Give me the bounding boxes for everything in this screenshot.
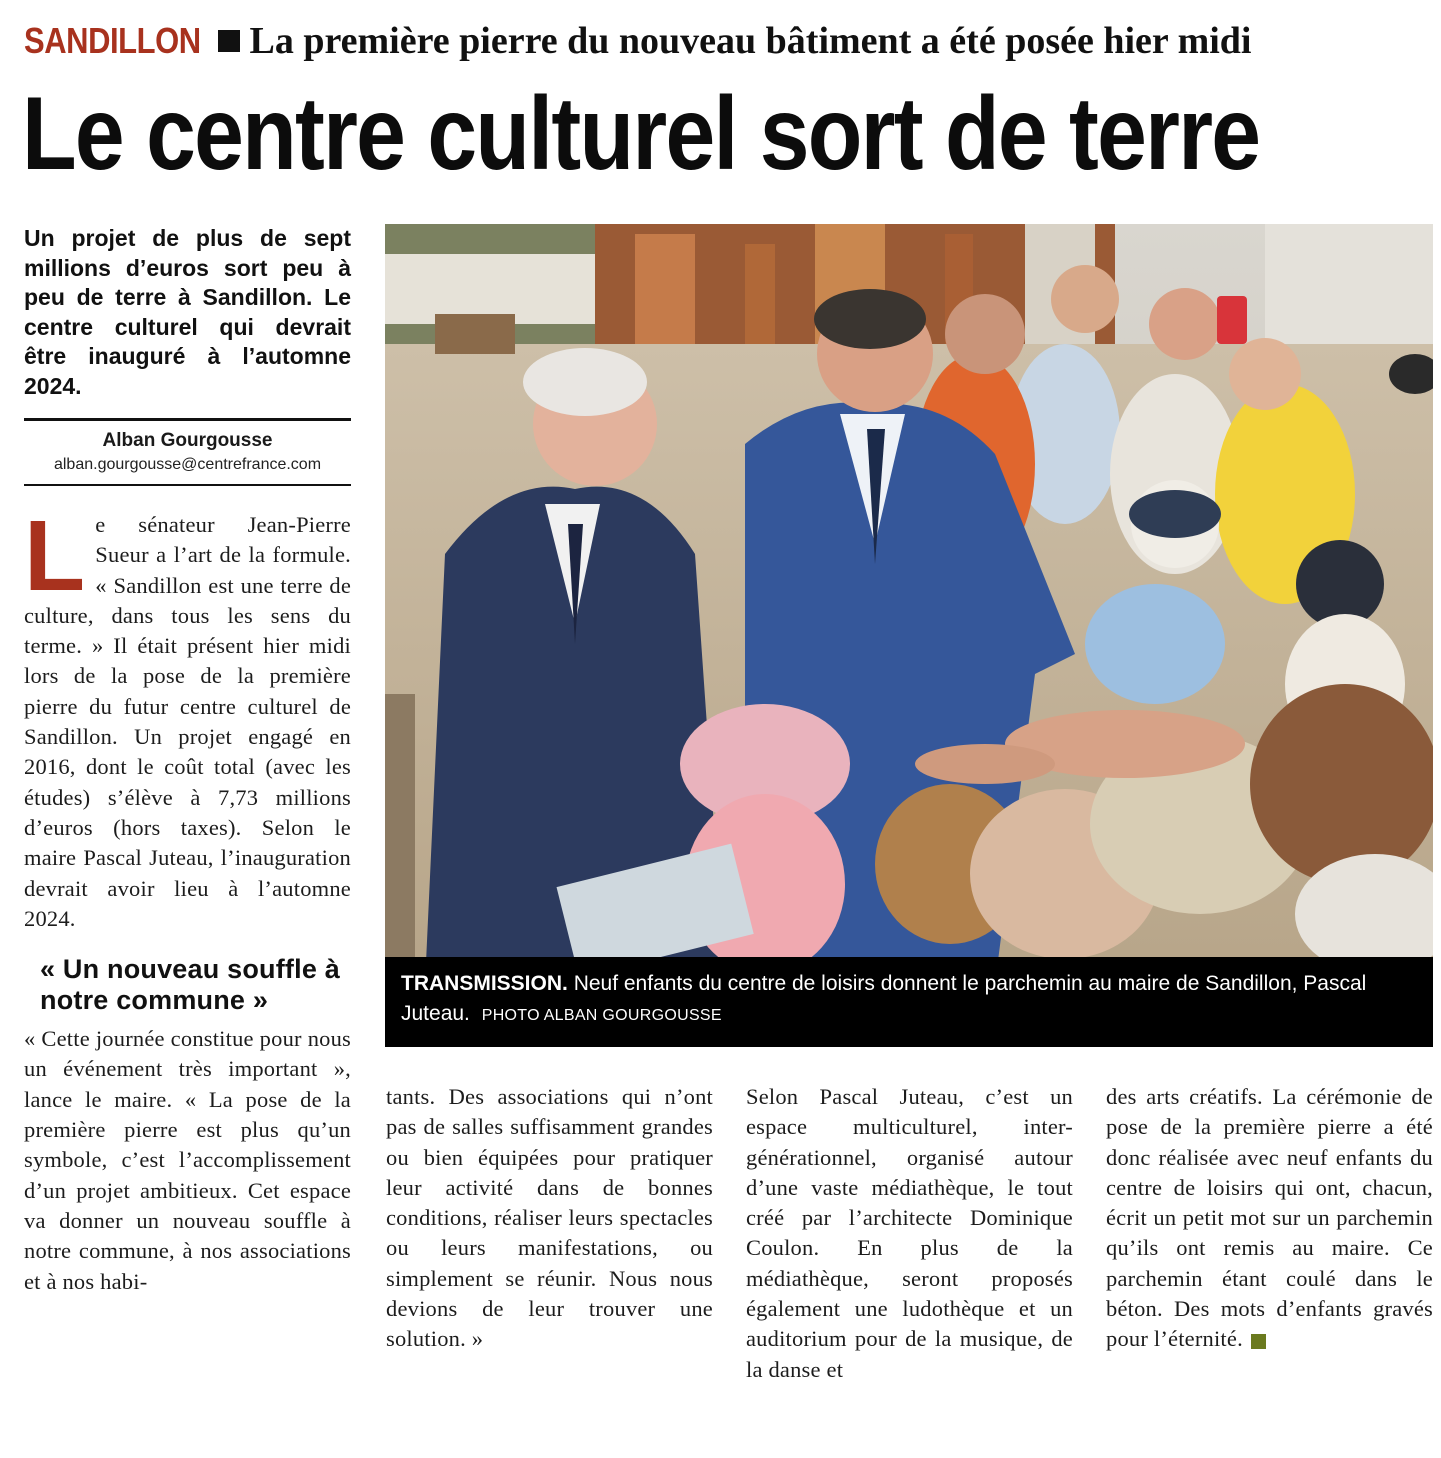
standfirst: Un projet de plus de sept millions d’euros sort peu à peu de terre à Sandillon. Le centre culturel qui devrait être inauguré à l’automne 2024. [24, 225, 351, 399]
square-bullet-icon [218, 30, 240, 52]
author-email: alban.gourgousse@centrefrance.com [53, 456, 322, 473]
kicker [24, 18, 1424, 64]
headline: Le centre culturel sort de terre [22, 76, 1260, 192]
subheading: « Un nouveau souffle à notre commune » [40, 954, 340, 1016]
body-paragraph: tants. Des associations qui n’ont pas de salles suffisamment grandes ou bien équipées pour pratiquer leur activité dans de bonnes conditions, réaliser leurs spectacles ou leurs manifestations, ou simplement se réunir. Nous nous devions de leur trouver une solution. » [386, 1084, 713, 1352]
author-name: Alban Gourgousse [102, 430, 273, 451]
photo-caption [401, 969, 1421, 1031]
caption-text: Neuf enfants du centre de loisirs donnent le parchemin au maire de Sandillon, Pascal Juteau. [401, 972, 1367, 1025]
byline [24, 418, 351, 486]
caption-lead: TRANSMISSION. [401, 972, 568, 995]
ceremony-photo-illustration [385, 224, 1433, 957]
section-rubric: SANDILLON [24, 20, 201, 61]
photo-block [385, 224, 1433, 1047]
closing-text: des arts créatifs. La cérémonie de pose de la première pierre a été donc réalisée avec neuf enfants du centre de loisirs qui ont, chacun, écrit un petit mot sur un parchemin qu’ils ont remis au maire. Ce parchemin étant coulé dans le béton. Des mots d’enfants gravés pour l’éternité. [1106, 1084, 1433, 1352]
body-paragraph [1106, 1082, 1433, 1355]
end-mark-icon [1251, 1334, 1266, 1349]
article-column-2 [386, 1082, 713, 1355]
article-column-1 [24, 500, 351, 1297]
article-column-4 [1106, 1082, 1433, 1355]
article-column-3 [746, 1082, 1073, 1385]
ceremony-photo [385, 224, 1433, 957]
kicker-text: La première pierre du nouveau bâtiment a été posée hier midi [249, 20, 1252, 62]
drop-cap: L [24, 500, 86, 612]
body-paragraph: Selon Pascal Juteau, c’est un espace multiculturel, inter-générationnel, organisé autour d’une vaste médiathèque, le tout créé par l’architecte Dominique Coulon. En plus de la médiathèque, seront proposés également une ludothèque et un auditorium pour de la musique, de la danse et [746, 1084, 1073, 1382]
body-paragraph: « Cette journée constitue pour nous un événement très important », lance le maire. « La pose de la première pierre est plus qu’un symbole, c’est l’accomplissement d’un projet ambitieux. Cet espace va donner un nouveau souffle à notre commune, à nos associations et à nos habi- [24, 1026, 351, 1294]
intro-paragraph: e sénateur Jean-Pierre Sueur a l’art de la formule. « Sandillon est une terre de culture, dans tous les sens du terme. » Il était présent hier midi lors de la pose de la première pierre du futur centre culturel de Sandillon. Un projet engagé en 2016, dont le coût total (avec les études) s’élève à 7,73 millions d’euros (hors taxes). Selon le maire Pascal Juteau, l’inauguration devrait avoir lieu à l’automne 2024. [24, 512, 351, 931]
photo-credit: PHOTO ALBAN GOURGOUSSE [481, 1007, 722, 1024]
